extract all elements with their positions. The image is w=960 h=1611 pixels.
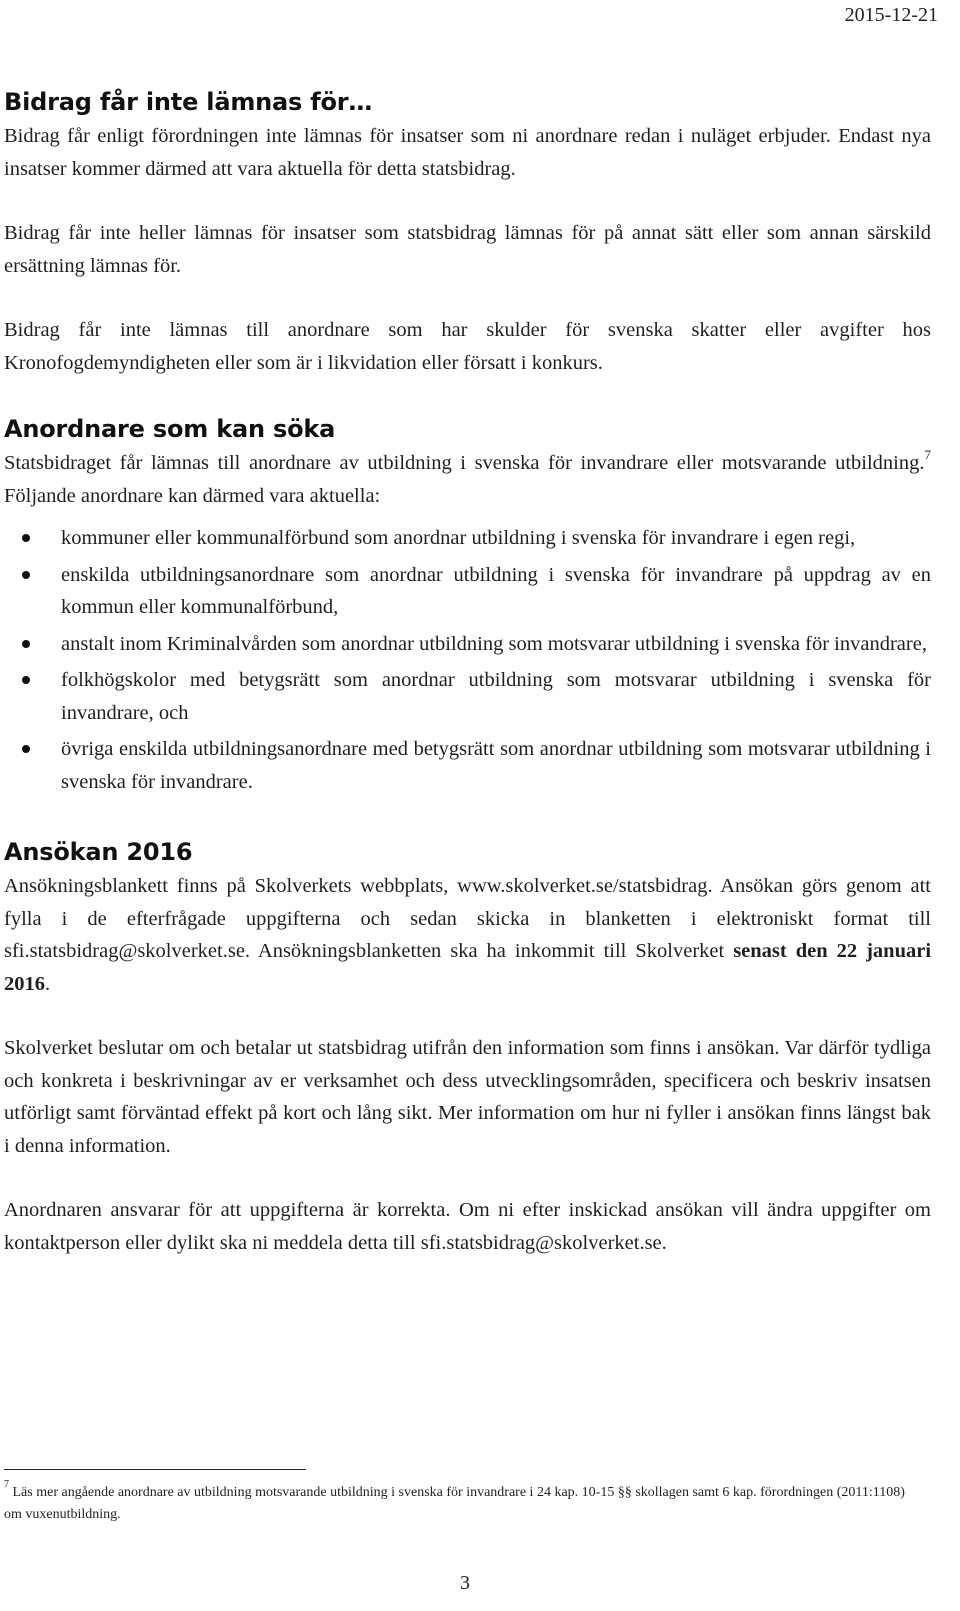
deadline-text: senast den 22 januari 2016 bbox=[4, 940, 932, 995]
list-item bbox=[4, 628, 931, 661]
footnote-reference: 7 bbox=[924, 447, 931, 463]
bullet-icon bbox=[22, 745, 30, 753]
paragraph: Bidrag får inte heller lämnas för insatser som statsbidrag lämnas för på annat sätt eller som annan särskild ersättning lämnas för. bbox=[4, 222, 931, 277]
list-item-text: övriga enskilda utbildningsanordnare med betygsrätt som anordnar utbildning som motsvarar utbildning i svenska för invandrare. bbox=[61, 738, 931, 793]
bullet-icon bbox=[22, 640, 30, 648]
intro-text: Följande anordnare kan därmed vara aktuella: bbox=[4, 484, 381, 507]
paragraph-anordnare-intro bbox=[4, 447, 931, 512]
list-item-text: folkhögskolor med betygsrätt som anordnar utbildning som motsvarar utbildning i svenska för invandrare, och bbox=[61, 669, 931, 724]
header-date: 2015-12-21 bbox=[844, 4, 938, 26]
list-item bbox=[4, 559, 931, 624]
footnote-number: 7 bbox=[4, 1479, 9, 1491]
bullet-icon bbox=[22, 676, 30, 684]
intro-text: Statsbidraget får lämnas till anordnare av utbildning i svenska för invandrare eller motsvarande utbildning. bbox=[4, 452, 925, 474]
list-item-text: kommuner eller kommunalförbund som anordnar utbildning i svenska för invandrare i egen regi, bbox=[61, 527, 856, 549]
list-item-text: anstalt inom Kriminalvården som anordnar utbildning som motsvarar utbildning i svenska för invandrare, bbox=[61, 632, 927, 655]
footnote-divider bbox=[4, 1469, 306, 1470]
footnote-text: Läs mer angående anordnare av utbildning motsvarande utbildning i svenska för invandrare i 24 kap. 10-15 §§ skollagen samt 6 kap. förordningen (2011:1108) om vuxenutbildning. bbox=[4, 1485, 905, 1522]
list-item bbox=[4, 664, 931, 729]
section-heading-ansokan: Ansökan 2016 bbox=[4, 838, 193, 866]
paragraph: Bidrag får enligt förordningen inte lämnas för insatser som ni anordnare redan i nuläget erbjuder. Endast nya insatser kommer därmed att vara aktuella för detta statsbidrag. bbox=[4, 125, 931, 180]
ansokan-text-end: . bbox=[45, 972, 51, 995]
section-heading-anordnare: Anordnare som kan söka bbox=[4, 415, 336, 443]
list-item bbox=[4, 522, 931, 555]
ansokan-text: Ansökningsblankett finns på Skolverkets webbplats, www.skolverket.se/statsbidrag. Ansökan görs genom att fylla i de efterfrågade uppgifterna och sedan skicka in blanketten i elektroniskt format till sfi.statsbidrag@skolverket.se. Ansökningsblanketten ska ha inkommit till Skolverket bbox=[4, 875, 931, 962]
paragraph: Anordnaren ansvarar för att uppgifterna är korrekta. Om ni efter inskickad ansökan vill ändra uppgifter om kontaktperson eller dylikt ska ni meddela detta till sfi.statsbidrag@skolverket.se. bbox=[4, 1199, 931, 1254]
page-number: 3 bbox=[460, 1572, 470, 1594]
footnote bbox=[4, 1479, 924, 1526]
list-item-text: enskilda utbildningsanordnare som anordnar utbildning i svenska för invandrare på uppdrag av en kommun eller kommunalförbund, bbox=[61, 563, 931, 618]
anordnare-list bbox=[4, 522, 931, 798]
paragraph-ansokan bbox=[4, 870, 931, 1000]
paragraph: Bidrag får inte lämnas till anordnare som har skulder för svenska skatter eller avgifter hos Kronofogdemyndigheten eller som är i likvidation eller försatt i konkurs. bbox=[4, 319, 931, 374]
bullet-icon bbox=[22, 534, 30, 542]
list-item bbox=[4, 733, 931, 798]
paragraph: Skolverket beslutar om och betalar ut statsbidrag utifrån den information som finns i ansökan. Var därför tydliga och konkreta i beskrivningar av er verksamhet och dess utvecklingsområden, specificera och beskriv insatsen utförligt samt förväntad effekt på kort och lång sikt. Mer information om hur ni fyller i ansökan finns längst bak i denna information. bbox=[4, 1037, 931, 1157]
bullet-icon bbox=[22, 571, 30, 579]
section-heading-bidrag-far-inte: Bidrag får inte lämnas för… bbox=[4, 88, 373, 116]
document-body bbox=[4, 84, 931, 1259]
